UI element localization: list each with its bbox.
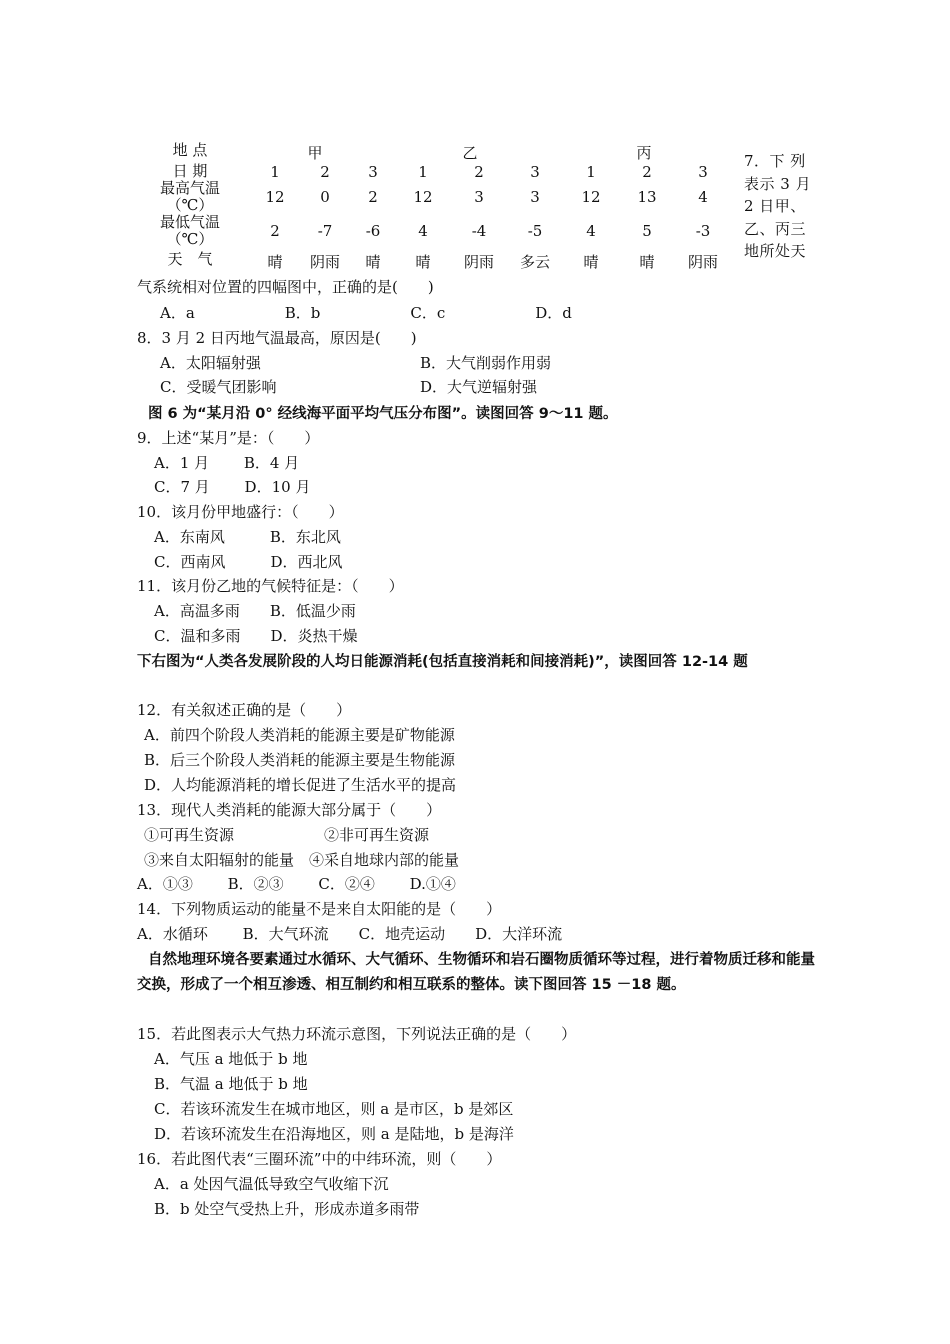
q13-options: A．①③ B．②③ C．②④ D.①④ [137,875,456,893]
table-cell: 4 [418,222,428,240]
q9-options-1: A．1 月 B．4 月 [154,454,300,472]
q15-option-c: C．若该环流发生在城市地区，则 a 是市区，b 是郊区 [154,1100,514,1118]
q7-side-line: 2 日甲、 [744,197,806,215]
q8-option-c: C．受暖气团影响 [160,378,277,396]
table-cell: 阴雨 [463,253,494,271]
q11-options-1: A．高温多雨 B．低温少雨 [154,602,356,620]
q12-stem: 12．有关叙述正确的是（ ） [137,701,352,719]
table-cell: 阴雨 [687,253,718,271]
table-row-min-l1: 最低气温 [159,213,220,231]
q16-stem: 16．若此图代表“三圈环流”中的中纬环流，则（ ） [137,1150,502,1168]
table-cell: 1 [418,163,428,181]
q11-stem: 11．该月份乙地的气候特征是：（ ） [137,577,404,595]
intro-9-11: 图 6 为“某月沿 0° 经线海平面平均气压分布图”。读图回答 9～11 题。 [148,406,618,422]
table-cell: 0 [320,188,330,206]
table-cell: 1 [270,163,280,181]
table-cell: 晴 [415,253,431,271]
q12-option-d: D．人均能源消耗的增长促进了生活水平的提高 [144,776,457,794]
table-row-min-l2: （℃） [166,230,214,248]
table-cell: 2 [270,222,280,240]
table-cell: -5 [527,222,543,240]
table-cell: 12 [581,188,601,206]
q8-option-d: D．大气逆辐射强 [420,378,538,396]
q7-side-line: 7．下 列 [744,152,806,170]
table-cell: 阴雨 [309,253,340,271]
q16-option-a: A．a 处因气温低导致空气收缩下沉 [154,1175,389,1193]
table-cell: 晴 [365,253,381,271]
table-cell: 3 [474,188,484,206]
q13-stem: 13．现代人类消耗的能源大部分属于（ ） [137,801,442,819]
weather-table [140,138,740,278]
table-cell: 3 [368,163,378,181]
table-cell: 晴 [583,253,599,271]
q7-options: A．a B．b C．c D．d [160,304,572,322]
table-cell: 3 [530,163,540,181]
intro-12-14: 下右图为“人类各发展阶段的人均日能源消耗(包括直接消耗和间接消耗)”，读图回答 12-14 题 [137,654,748,670]
table-cell: 12 [265,188,285,206]
q14-stem: 14．下列物质运动的能量不是来自太阳能的是（ ） [137,900,502,918]
q15-option-b: B．气温 a 地低于 b 地 [154,1075,308,1093]
table-row-weather: 天 气 [167,250,213,268]
q7-stem-cont: 气系统相对位置的四幅图中，正确的是( ) [137,278,434,296]
table-cell: 2 [368,188,378,206]
table-place-yi: 乙 [462,144,478,162]
table-row-date: 日 期 [172,162,208,180]
q13-items-1: ①可再生资源 ②非可再生资源 [144,826,430,844]
q16-option-b: B．b 处空气受热上升，形成赤道多雨带 [154,1200,420,1218]
table-cell: 3 [698,163,708,181]
intro-15-18: 自然地理环境各要素通过水循环、大气循环、生物循环和岩石圈物质循环等过程，进行着物质迁移和能量交换，形成了一个相互渗透、相互制约和相互联系的整体。读下图回答 15 －18 题。 [137,952,815,993]
table-row-max-l2: （℃） [166,196,214,214]
q15-option-d: D．若该环流发生在沿海地区，则 a 是陆地，b 是海洋 [154,1125,514,1143]
table-cell: -6 [365,222,381,240]
table-cell: 2 [320,163,330,181]
q10-options-2: C．西南风 D．西北风 [154,553,343,571]
q7-side-text [744,150,822,263]
q12-option-b: B．后三个阶段人类消耗的能源主要是生物能源 [144,751,456,769]
q7-side-line: 乙、丙三 [744,219,807,238]
q7-side-line: 地所处天 [744,242,807,260]
q8-stem: 8．3 月 2 日丙地气温最高，原因是( ) [137,329,417,347]
table-cell: 3 [530,188,540,206]
q12-option-a: A．前四个阶段人类消耗的能源主要是矿物能源 [144,726,455,744]
q10-stem: 10．该月份甲地盛行：（ ） [137,503,344,521]
q7-side-line: 表示 3 月 [744,174,812,193]
q13-items-2: ③来自太阳辐射的能量 ④采自地球内部的能量 [144,851,460,869]
q11-options-2: C．温和多雨 D．炎热干燥 [154,627,358,645]
table-place-jia: 甲 [307,144,323,162]
table-cell: 5 [642,222,652,240]
table-header-place: 地 点 [172,141,208,159]
q8-option-a: A．太阳辐射强 [160,354,261,372]
q9-stem: 9．上述“某月”是：（ ） [137,429,320,447]
table-cell: 13 [637,188,657,206]
table-cell: 4 [586,222,596,240]
table-cell: 12 [413,188,433,206]
q15-stem: 15．若此图表示大气热力环流示意图，下列说法正确的是（ ） [137,1025,577,1043]
q15-option-a: A．气压 a 地低于 b 地 [154,1050,308,1068]
table-cell: 1 [586,163,596,181]
q8-option-b: B．大气削弱作用弱 [420,354,552,372]
table-cell: -7 [317,222,333,240]
table-cell: 多云 [519,253,550,271]
table-row-max-l1: 最高气温 [159,179,220,197]
table-cell: 晴 [267,253,283,271]
table-cell: 2 [642,163,652,181]
table-place-bing: 丙 [636,144,652,162]
table-cell: 4 [698,188,708,206]
q9-options-2: C．7 月 D．10 月 [154,478,311,496]
table-cell: -4 [471,222,487,240]
q14-options: A．水循环 B．大气环流 C．地壳运动 D．大洋环流 [137,925,563,943]
table-cell: 晴 [639,253,655,271]
table-cell: -3 [695,222,711,240]
table-cell: 2 [474,163,484,181]
q10-options-1: A．东南风 B．东北风 [154,528,341,546]
